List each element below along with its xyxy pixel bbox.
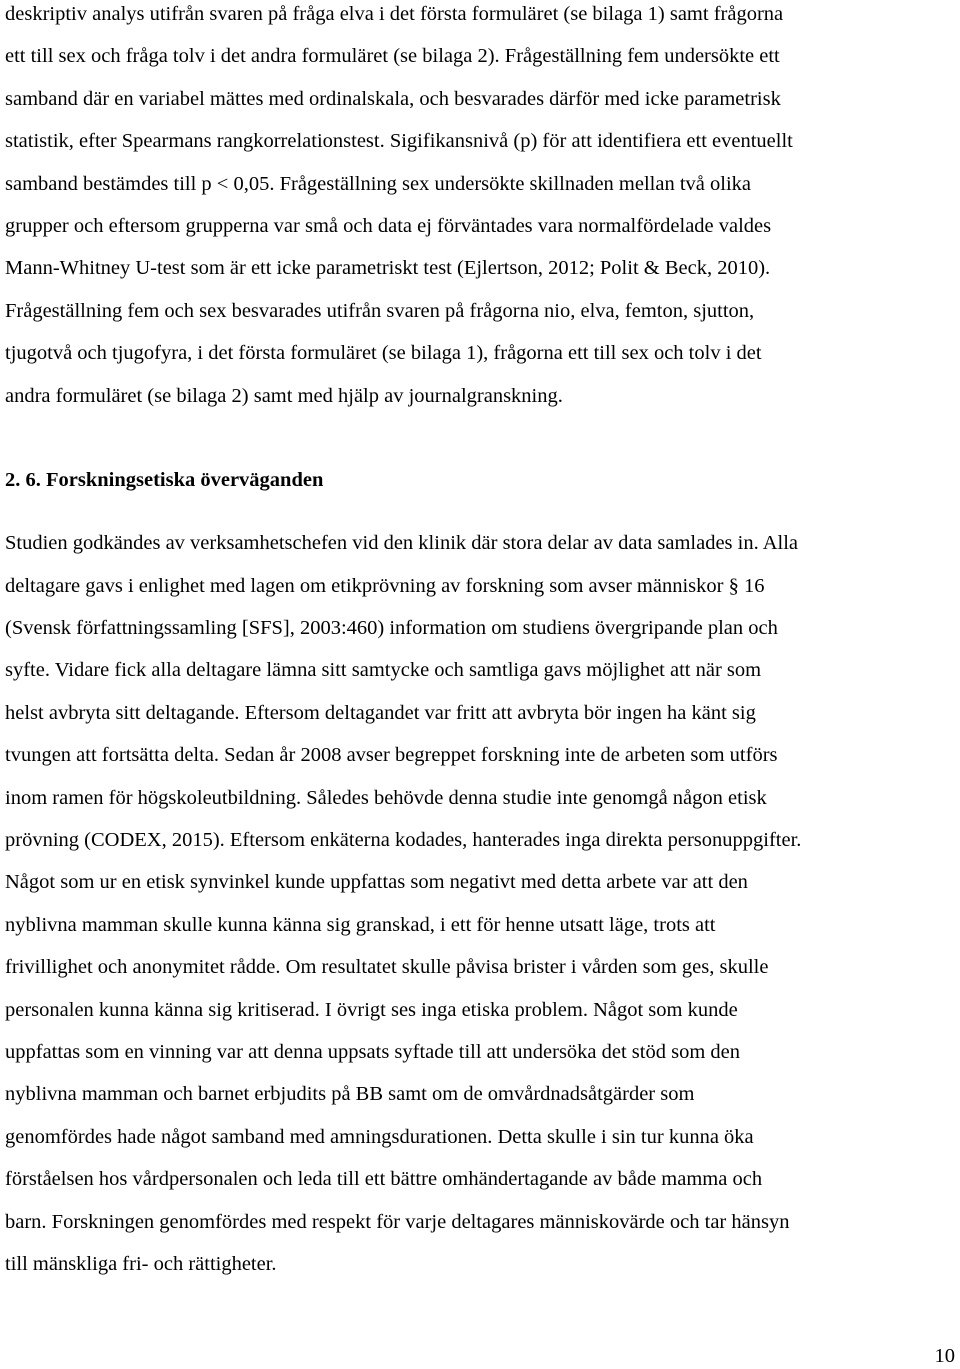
text-line: ett till sex och fråga tolv i det andra formuläret (se bilaga 2). Frågeställning fem undersökte ett [5,45,780,68]
text-line: samband där en variabel mättes med ordinalskala, och besvarades därför med icke parametrisk [5,87,781,110]
text-line: (Svensk författningssamling [SFS], 2003:460) information om studiens övergripande plan och [5,617,778,640]
text-line: helst avbryta sitt deltagande. Eftersom deltagandet var fritt att avbryta bör ingen ha känt sig [5,701,756,724]
text-line: frivillighet och anonymitet rådde. Om resultatet skulle påvisa brister i vården som ges, skulle [5,956,769,979]
ethics-paragraph [5,522,960,1285]
document-page [5,0,960,1285]
heading-spacer [5,501,960,522]
text-line: Mann-Whitney U-test som är ett icke parametriskt test (Ejlertson, 2012; Polit & Beck, 2010). [5,257,771,280]
text-line: prövning (CODEX, 2015). Eftersom enkäterna kodades, hanterades inga direkta personuppgifter. [5,829,802,852]
text-line: förståelsen hos vårdpersonalen och leda till ett bättre omhändertagande av både mamma och [5,1168,763,1191]
text-line: andra formuläret (se bilaga 2) samt med hjälp av journalgranskning. [5,384,563,407]
text-line: barn. Forskningen genomfördes med respekt för varje deltagares människovärde och tar hänsyn [5,1210,790,1233]
paragraph-spacer [5,417,960,459]
text-line: nyblivna mamman skulle kunna känna sig granskad, i ett för henne utsatt läge, trots att [5,913,716,936]
text-line: till mänskliga fri- och rättigheter. [5,1252,277,1275]
text-line: genomfördes hade något samband med amningsdurationen. Detta skulle i sin tur kunna öka [5,1125,754,1148]
text-line: deskriptiv analys utifrån svaren på fråga elva i det första formuläret (se bilaga 1) samt frågorna [5,3,784,25]
text-line: grupper och eftersom grupperna var små och data ej förväntades vara normalfördelade valdes [5,214,772,237]
page-number: 10 [934,1345,955,1367]
text-line: tjugotvå och tjugofyra, i det första formuläret (se bilaga 1), frågorna ett till sex och tolv i det [5,342,762,365]
text-line: inom ramen för högskoleutbildning. Således behövde denna studie inte genomgå någon etisk [5,786,767,809]
text-line: syfte. Vidare fick alla deltagare lämna sitt samtycke och samtliga gavs möjlighet att när som [5,659,762,682]
text-line: Frågeställning fem och sex besvarades utifrån svaren på frågorna nio, elva, femton, sjutton, [5,299,755,322]
text-line: deltagare gavs i enlighet med lagen om etikprövning av forskning som avser människor § 16 [5,574,765,597]
text-line: statistik, efter Spearmans rangkorrelationstest. Sigifikansnivå (p) för att identifiera ett eventuellt [5,130,793,153]
text-line: Något som ur en etisk synvinkel kunde uppfattas som negativt med detta arbete var att den [5,871,748,894]
text-line: nyblivna mamman och barnet erbjudits på BB samt om de omvårdnadsåtgärder som [5,1083,695,1106]
text-line: samband bestämdes till p < 0,05. Frågeställning sex undersökte skillnaden mellan två olika [5,172,751,195]
methods-paragraph [5,0,960,417]
text-line: uppfattas som en vinning var att denna uppsats syftade till att undersöka det stöd som den [5,1040,741,1063]
text-line: Studien godkändes av verksamhetschefen vid den klinik där stora delar av data samlades in. Alla [5,532,799,555]
text-line: personalen kunna känna sig kritiserad. I övrigt ses inga etiska problem. Något som kunde [5,998,738,1021]
section-heading: 2. 6. Forskningsetiska överväganden [5,468,324,491]
text-line: tvungen att fortsätta delta. Sedan år 2008 avser begreppet forskning inte de arbeten som utförs [5,744,778,767]
